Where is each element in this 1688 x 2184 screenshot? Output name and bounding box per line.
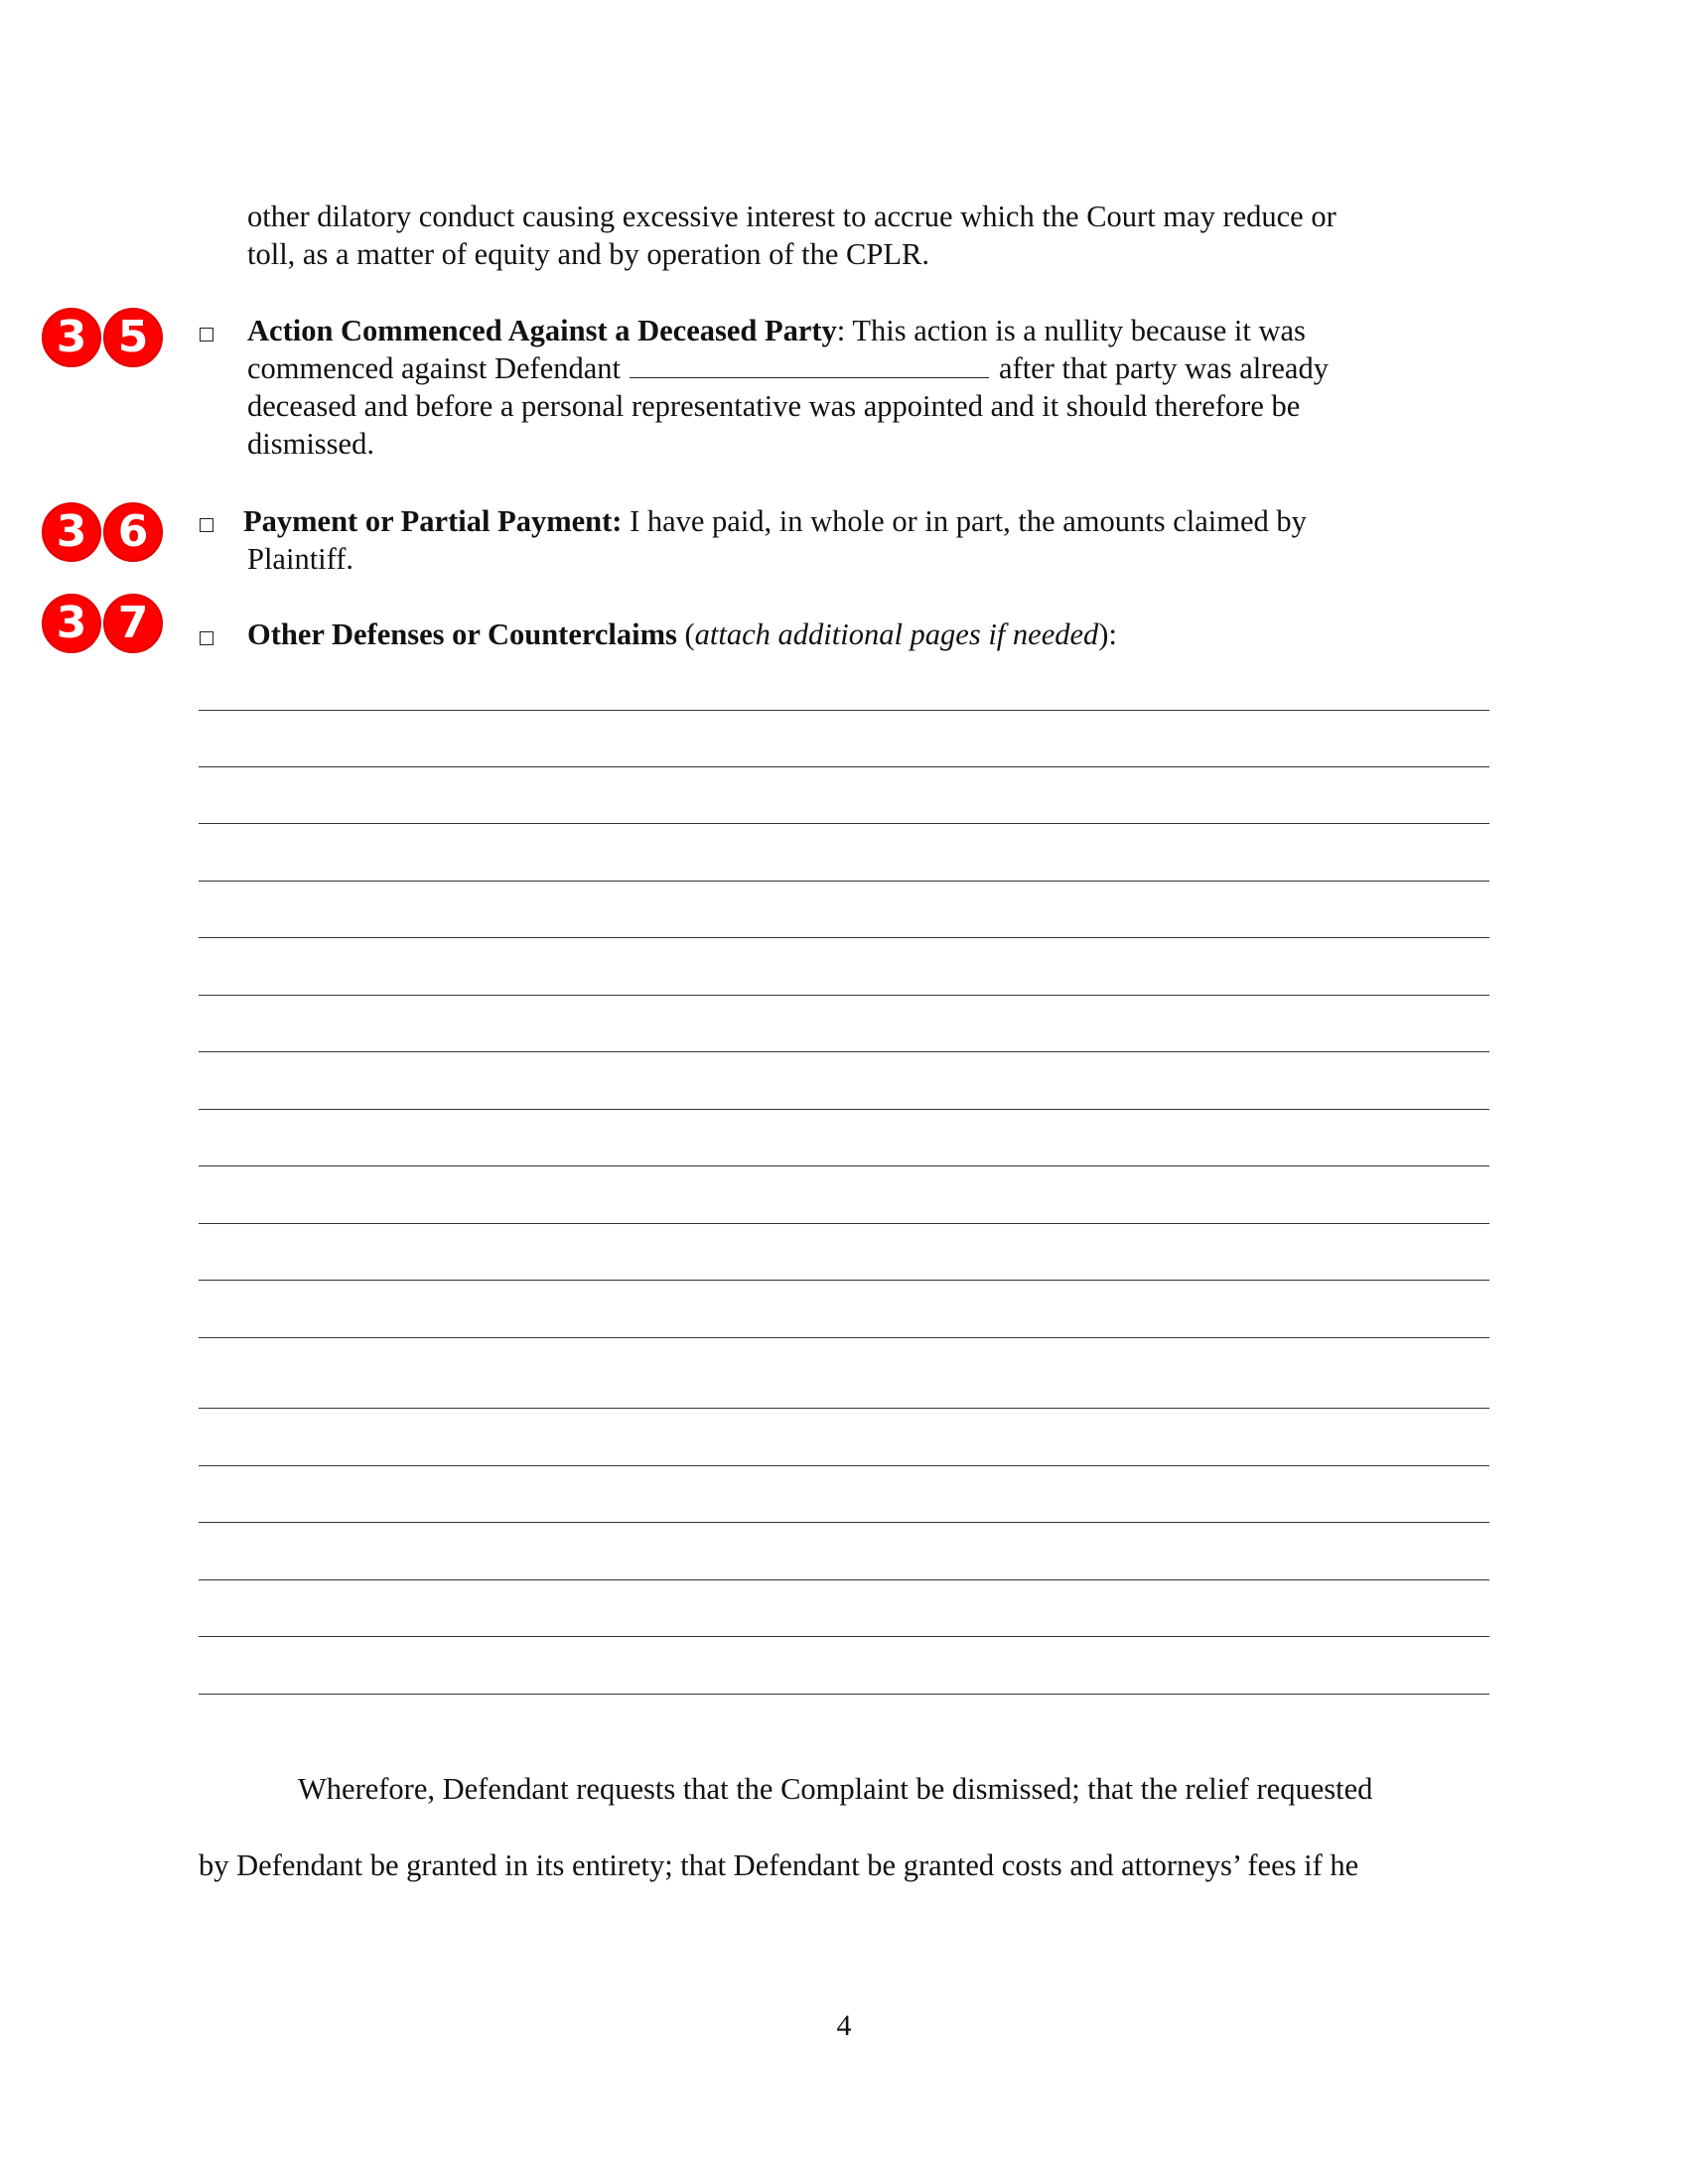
writing-line[interactable] [199, 1165, 1489, 1166]
writing-line[interactable] [199, 995, 1489, 996]
writing-line[interactable] [199, 766, 1489, 767]
writing-line[interactable] [199, 881, 1489, 882]
writing-line[interactable] [199, 1408, 1489, 1409]
writing-line[interactable] [199, 1465, 1489, 1466]
item-35-line-4: dismissed. [247, 427, 374, 461]
writing-line[interactable] [199, 1636, 1489, 1637]
page-number: 4 [836, 2009, 852, 2042]
item-36-heading: Payment or Partial Payment: [243, 504, 623, 538]
number-badge-digit: 7 [103, 594, 163, 653]
number-badge-digit: 3 [42, 502, 101, 562]
item-35-text: after that party was already [999, 351, 1329, 385]
number-badge-digit: 5 [103, 308, 163, 367]
writing-line[interactable] [199, 823, 1489, 824]
writing-line[interactable] [199, 1694, 1489, 1695]
item-37-text: ( [676, 617, 695, 651]
number-badge-digit: 3 [42, 308, 101, 367]
intro-line-1: other dilatory conduct causing excessive interest to accrue which the Court may reduce or [247, 200, 1336, 233]
item-35-heading: Action Commenced Against a Deceased Party [247, 314, 837, 347]
item-37-italic-note: attach additional pages if needed [694, 617, 1099, 651]
item-37-line-1 [247, 615, 1117, 653]
number-badge-digit: 6 [103, 502, 163, 562]
defendant-name-blank[interactable] [630, 349, 989, 378]
writing-line[interactable] [199, 1051, 1489, 1052]
checkbox-deceased-party[interactable] [200, 328, 213, 341]
checkbox-other-defenses[interactable] [200, 631, 213, 645]
item-35-line-3: deceased and before a personal representative was appointed and it should therefore be [247, 389, 1301, 423]
writing-line[interactable] [199, 1223, 1489, 1224]
writing-line[interactable] [199, 1280, 1489, 1281]
writing-line[interactable] [199, 1579, 1489, 1580]
number-badge-digit: 3 [42, 594, 101, 653]
item-35-text: : This action is a nullity because it was [836, 314, 1306, 347]
intro-line-2: toll, as a matter of equity and by operation of the CPLR. [247, 237, 929, 271]
item-36-line-1 [243, 502, 1307, 540]
writing-line[interactable] [199, 1522, 1489, 1523]
writing-line[interactable] [199, 1109, 1489, 1110]
writing-line[interactable] [199, 710, 1489, 711]
item-35-line-1 [247, 312, 1306, 349]
writing-line[interactable] [199, 937, 1489, 938]
item-37-heading: Other Defenses or Counterclaims [247, 617, 677, 651]
writing-line[interactable] [199, 1337, 1489, 1338]
conclusion-line-1: Wherefore, Defendant requests that the Complaint be dismissed; that the relief requested [298, 1772, 1373, 1806]
item-36-line-2: Plaintiff. [247, 542, 354, 576]
item-35-text: commenced against Defendant [247, 351, 622, 385]
checkbox-payment[interactable] [200, 518, 213, 532]
item-35-line-2 [247, 349, 1329, 387]
conclusion-line-2: by Defendant be granted in its entirety; that Defendant be granted costs and attorneys’ fees if he [199, 1848, 1359, 1882]
item-37-text: ): [1098, 617, 1117, 651]
item-36-text: I have paid, in whole or in part, the amounts claimed by [622, 504, 1307, 538]
